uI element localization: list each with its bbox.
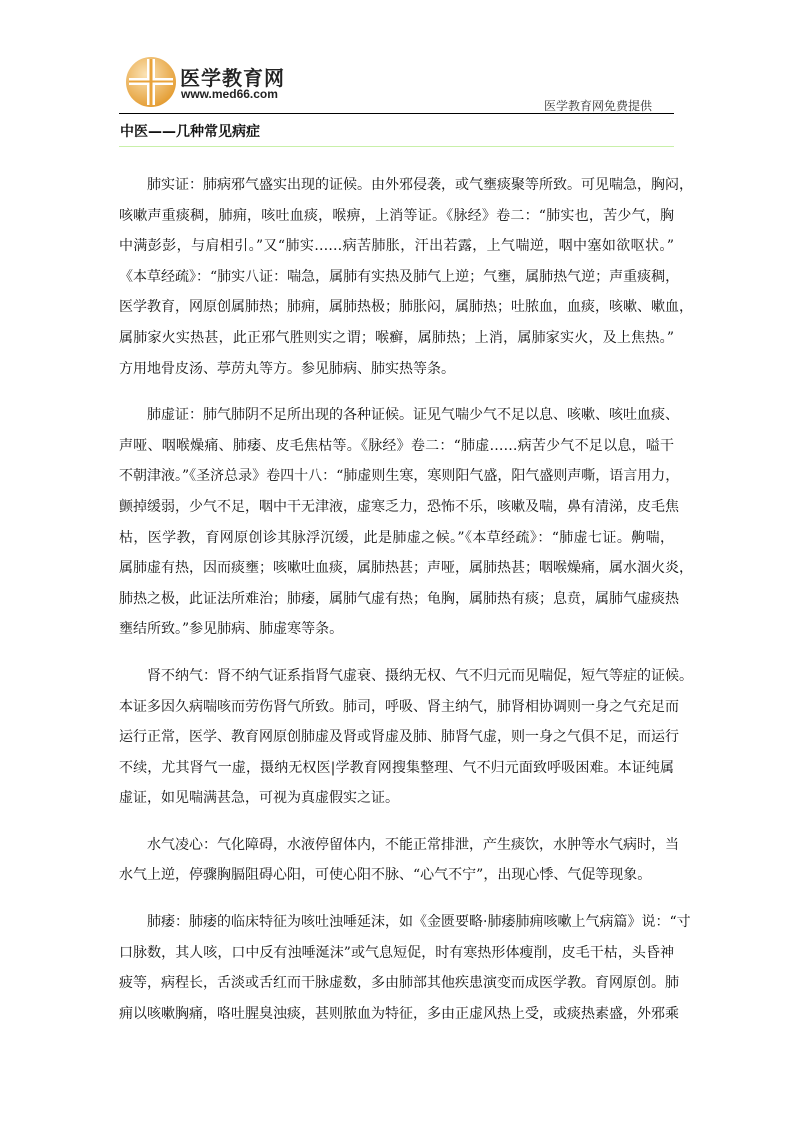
title-divider: [119, 146, 674, 147]
paragraph: [119, 405, 693, 650]
brand-url[interactable]: www.med66.com: [181, 87, 278, 101]
paragraph-line: 疲等，病程长，舌淡或舌红而干脉虚数，多由肺部其他疾患演变而成医学教。育网原创。肺: [119, 975, 679, 992]
paragraph-line: 方用地骨皮汤、葶苈丸等方。参见肺病、肺实热等条。: [119, 360, 455, 377]
paragraph-line: 壅结所致。”参见肺病、肺虚寒等条。: [119, 621, 344, 638]
header-divider: [119, 113, 674, 114]
document-title: 中医——几种常见病症: [120, 124, 260, 140]
paragraph-line: 肺痿：肺痿的临床特征为咳吐浊唾延沫，如《金匮要略·肺痿肺痈咳嗽上气病篇》说：“寸: [147, 914, 691, 931]
paragraph: [119, 912, 691, 1034]
paragraph-line: 痈以咳嗽胸痛，咯吐腥臭浊痰，甚则脓血为特征，多由正虚风热上受，或痰热素盛，外邪乘: [119, 1005, 679, 1022]
paragraph-line: 虚证，如见喘满甚急，可视为真虚假实之证。: [119, 790, 399, 807]
paragraph-line: 属肺家火实热甚，此正邪气胜则实之谓；喉癣，属肺热；上消，属肺家实火，及上焦热。”: [119, 329, 674, 346]
paragraph-line: 咳嗽声重痰稠，肺痈，咳吐血痰，喉痹，上消等证。《脉经》卷二：“肺实也，苦少气，胸: [119, 207, 674, 224]
provider-text: 医学教育网免费提供: [543, 99, 652, 113]
paragraph-line: 《本草经疏》：“肺实八证：喘急，属肺有实热及肺气上逆；气壅，属肺热气逆；声重痰稠，: [119, 268, 680, 285]
paragraph-line: 肺热之极，此证法所难治；肺痿，属肺气虚有热；龟胸，属肺热有痰；息贲，属肺气虚痰热: [119, 590, 679, 607]
document-body: [119, 175, 693, 1050]
paragraph-line: 运行正常，医学、教育网原创肺虚及肾或肾虚及肺、肺肾气虚，则一身之气俱不足，而运行: [119, 729, 679, 746]
paragraph-line: 医学教育，网原创属肺热；肺痈，属肺热极；肺胀闷，属肺热；吐脓血，血痰，咳嗽、嗽血，: [119, 299, 693, 316]
paragraph: [119, 666, 693, 819]
paragraph-line: 口脉数，其人咳，口中反有浊唾涎沫”或气息短促，时有寒热形体瘦削，皮毛干枯，头昏神: [119, 944, 674, 961]
brand-name: 医学教育网: [180, 66, 285, 90]
paragraph-line: 属肺虚有热，因而痰壅；咳嗽吐血痰，属肺热甚；声哑，属肺热甚；咽喉燥痛，属水涸火炎，: [119, 560, 693, 577]
med66-logo-icon: [125, 56, 177, 108]
paragraph-line: 颤掉缓弱，少气不足，咽中干无津液，虚寒乏力，恐怖不乐，咳嗽及喘，鼻有清涕，皮毛焦: [119, 498, 679, 515]
paragraph-line: 肺虚证：肺气肺阴不足所出现的各种证候。证见气喘少气不足以息、咳嗽、咳吐血痰、: [147, 407, 679, 424]
paragraph-line: 不朝津液。”《圣济总录》卷四十八：“肺虚则生寒，寒则阳气盛，阳气盛则声嘶，语言用力，: [119, 468, 680, 485]
paragraph-line: 水气上逆，停骤胸膈阻碍心阳，可使心阳不脉、“心气不宁”，出现心悸、气促等现象。: [119, 867, 652, 884]
paragraph-line: 中满彭彭，与肩相引。”又“肺实……病苦肺胀，汗出若露，上气喘逆，咽中塞如欲呕状。”: [119, 238, 674, 255]
paragraph-line: 肾不纳气：肾不纳气证系指肾气虚衰、摄纳无权、气不归元而见喘促，短气等症的证候。: [147, 667, 693, 684]
paragraph: [119, 835, 679, 896]
paragraph-line: 声哑、咽喉燥痛、肺痿、皮毛焦枯等。《脉经》卷二：“肺虚……病苦少气不足以息，嗌干: [119, 437, 674, 454]
paragraph: [119, 175, 693, 389]
paragraph-line: 枯，医学教，育网原创诊其脉浮沉缓，此是肺虚之候。”《本草经疏》：“肺虚七证。齁喘，: [119, 529, 674, 546]
paragraph-line: 不续，尤其肾气一虚，摄纳无权医|学教育网搜集整理、气不归元面致呼吸困难。本证纯属: [119, 759, 674, 776]
paragraph-line: 水气凌心：气化障碍，水液停留体内，不能正常排泄，产生痰饮，水肿等水气病时，当: [147, 836, 679, 853]
paragraph-line: 本证多因久病喘咳而劳伤肾气所致。肺司，呼吸、肾主纳气，肺肾相协调则一身之气充足而: [119, 698, 679, 715]
paragraph-line: 肺实证：肺病邪气盛实出现的证候。由外邪侵袭，或气壅痰聚等所致。可见喘急，胸闷，: [147, 177, 693, 193]
